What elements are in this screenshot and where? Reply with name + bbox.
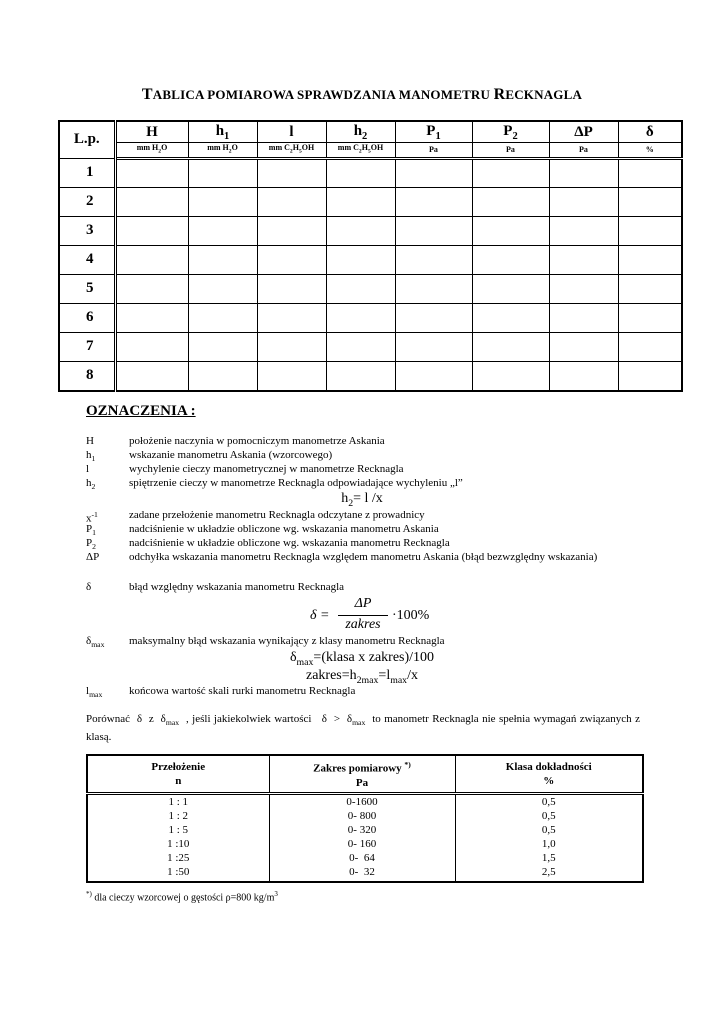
measurement-cell[interactable] xyxy=(395,187,472,216)
measurement-cell[interactable] xyxy=(618,361,682,391)
header-P2: $P_2$ xyxy=(472,121,549,143)
section-title: OZNACZENIA : xyxy=(86,403,196,419)
measurement-cell[interactable] xyxy=(188,245,257,274)
measurement-cell[interactable] xyxy=(549,158,618,187)
measurement-cell[interactable] xyxy=(618,216,682,245)
title-part-2: ECKNAGLA xyxy=(505,87,583,102)
measurement-cell[interactable] xyxy=(472,274,549,303)
formula-h2: $h_2= l$ /x xyxy=(341,491,383,509)
measurement-cell[interactable] xyxy=(472,332,549,361)
measurement-cell[interactable] xyxy=(188,361,257,391)
measurement-table xyxy=(58,120,683,392)
measurement-row xyxy=(59,187,682,216)
unit-h1: mm $H_2O$ xyxy=(188,143,257,159)
class-cell: 0- 800 xyxy=(269,809,455,823)
measurement-cell[interactable] xyxy=(549,274,618,303)
measurement-cell[interactable] xyxy=(549,332,618,361)
measurement-cell[interactable] xyxy=(257,361,326,391)
measurement-cell[interactable] xyxy=(115,274,188,303)
row-number: 1 xyxy=(59,158,115,187)
measurement-rows xyxy=(59,158,682,391)
class-table xyxy=(86,754,644,883)
measurement-cell[interactable] xyxy=(257,332,326,361)
row-number: 3 xyxy=(59,216,115,245)
class-header-range: Zakres pomiarowy *) Pa xyxy=(269,755,455,793)
measurement-cell[interactable] xyxy=(472,245,549,274)
measurement-row xyxy=(59,158,682,187)
header-P1: $P_1$ xyxy=(395,121,472,143)
measurement-cell[interactable] xyxy=(549,303,618,332)
measurement-row xyxy=(59,216,682,245)
measurement-cell[interactable] xyxy=(257,158,326,187)
measurement-cell[interactable] xyxy=(326,216,395,245)
measurement-cell[interactable] xyxy=(618,158,682,187)
measurement-cell[interactable] xyxy=(618,332,682,361)
header-delta: δ xyxy=(618,121,682,143)
measurement-cell[interactable] xyxy=(472,361,549,391)
header-h2: $h_2$ xyxy=(326,121,395,143)
formula-dmax: $\delta_{max}=(klasa$ x zakres)/100 xyxy=(289,650,435,668)
measurement-cell[interactable] xyxy=(188,187,257,216)
header-h1: $h_1$ xyxy=(188,121,257,143)
class-cell: 2,5 xyxy=(455,865,643,882)
title-initial-r: R xyxy=(493,86,506,103)
unit-H: mm $H_2O$ xyxy=(115,143,188,159)
measurement-cell[interactable] xyxy=(115,303,188,332)
measurement-cell[interactable] xyxy=(115,361,188,391)
comparison-note: Porównać δ z $\delta_{max}$ , jeśli jakiekolwiek wartości $\delta > \delta_{max}$ to manometr Recknagla nie spełnia wymagań związanych z klasą. xyxy=(86,713,640,744)
measurement-cell[interactable] xyxy=(326,158,395,187)
class-cell: 0- 64 xyxy=(269,851,455,865)
class-cell: 1,5 xyxy=(455,851,643,865)
measurement-cell[interactable] xyxy=(472,303,549,332)
measurement-cell[interactable] xyxy=(257,245,326,274)
row-number: 6 xyxy=(59,303,115,332)
formula-zakres: $zakres=h_{2max}=l_{max}/x$ xyxy=(306,668,418,686)
class-cell: 1 :25 xyxy=(87,851,269,865)
unit-dP: Pa xyxy=(549,143,618,159)
measurement-cell[interactable] xyxy=(188,332,257,361)
measurement-row xyxy=(59,274,682,303)
class-cell: 0,5 xyxy=(455,823,643,837)
header-l: l xyxy=(257,121,326,143)
class-row xyxy=(87,823,643,837)
class-row xyxy=(87,837,643,851)
measurement-row xyxy=(59,245,682,274)
unit-P1: Pa xyxy=(395,143,472,159)
class-cell: 1 : 5 xyxy=(87,823,269,837)
measurement-cell[interactable] xyxy=(395,332,472,361)
measurement-cell[interactable] xyxy=(618,187,682,216)
measurement-cell[interactable] xyxy=(188,158,257,187)
measurement-cell[interactable] xyxy=(618,303,682,332)
measurement-cell[interactable] xyxy=(115,158,188,187)
measurement-cell[interactable] xyxy=(326,245,395,274)
measurement-cell[interactable] xyxy=(618,274,682,303)
class-header-accuracy: Klasa dokładności % xyxy=(455,755,643,793)
measurement-cell[interactable] xyxy=(115,245,188,274)
row-number: 7 xyxy=(59,332,115,361)
header-H: H xyxy=(115,121,188,143)
measurement-cell[interactable] xyxy=(395,216,472,245)
class-header-ratio: Przełożenie n xyxy=(87,755,269,793)
measurement-cell[interactable] xyxy=(549,187,618,216)
measurement-cell[interactable] xyxy=(326,361,395,391)
page-title xyxy=(0,86,724,104)
measurement-cell[interactable] xyxy=(188,216,257,245)
title-part-1: ABLICA POMIAROWA SPRAWDZANIA MANOMETRU xyxy=(152,87,494,102)
measurement-row xyxy=(59,361,682,391)
measurement-row xyxy=(59,332,682,361)
header-dP: ΔP xyxy=(549,121,618,143)
class-cell: 1 : 1 xyxy=(87,793,269,809)
measurement-cell[interactable] xyxy=(395,303,472,332)
class-cell: 1 : 2 xyxy=(87,809,269,823)
measurement-cell[interactable] xyxy=(115,187,188,216)
class-cell: 0- 160 xyxy=(269,837,455,851)
class-cell: 0,5 xyxy=(455,793,643,809)
row-number: 5 xyxy=(59,274,115,303)
measurement-cell[interactable] xyxy=(115,216,188,245)
class-row xyxy=(87,851,643,865)
header-lp: L.p. xyxy=(59,121,115,158)
measurement-cell[interactable] xyxy=(326,187,395,216)
class-cell: 0- 320 xyxy=(269,823,455,837)
measurement-cell[interactable] xyxy=(549,245,618,274)
measurement-cell[interactable] xyxy=(618,245,682,274)
measurement-row xyxy=(59,303,682,332)
measurement-cell[interactable] xyxy=(257,274,326,303)
class-cell: 1 :50 xyxy=(87,865,269,882)
class-row xyxy=(87,809,643,823)
class-cell: 0- 32 xyxy=(269,865,455,882)
measurement-cell[interactable] xyxy=(549,216,618,245)
measurement-cell[interactable] xyxy=(395,361,472,391)
measurement-cell[interactable] xyxy=(472,216,549,245)
row-number: 4 xyxy=(59,245,115,274)
measurement-cell[interactable] xyxy=(326,274,395,303)
class-row xyxy=(87,865,643,882)
class-row xyxy=(87,793,643,809)
measurement-cell[interactable] xyxy=(188,303,257,332)
measurement-cell[interactable] xyxy=(549,361,618,391)
measurement-cell[interactable] xyxy=(395,158,472,187)
title-initial-t: T xyxy=(141,86,153,103)
measurement-cell[interactable] xyxy=(326,303,395,332)
class-cell: 0,5 xyxy=(455,809,643,823)
unit-h2: mm $C_2H_5OH$ xyxy=(326,143,395,159)
measurement-cell[interactable] xyxy=(257,187,326,216)
unit-delta: % xyxy=(618,143,682,159)
row-number: 2 xyxy=(59,187,115,216)
measurement-cell[interactable] xyxy=(257,216,326,245)
measurement-cell[interactable] xyxy=(257,303,326,332)
row-number: 8 xyxy=(59,361,115,391)
measurement-cell[interactable] xyxy=(472,158,549,187)
class-cell: 1,0 xyxy=(455,837,643,851)
unit-l: mm $C_2H_5OH$ xyxy=(257,143,326,159)
class-cell: 1 :10 xyxy=(87,837,269,851)
measurement-cell[interactable] xyxy=(472,187,549,216)
measurement-cell[interactable] xyxy=(188,274,257,303)
class-cell: 0-1600 xyxy=(269,793,455,809)
unit-P2: Pa xyxy=(472,143,549,159)
measurement-cell[interactable] xyxy=(115,332,188,361)
footnote: *) dla cieczy wzorcowej o gęstości ρ=800 $kg/m^3$ xyxy=(86,890,278,904)
measurement-cell[interactable] xyxy=(395,245,472,274)
class-rows xyxy=(87,793,643,882)
measurement-cell[interactable] xyxy=(395,274,472,303)
formula-delta: δ = ΔP zakres ·100% xyxy=(310,596,430,632)
measurement-cell[interactable] xyxy=(326,332,395,361)
